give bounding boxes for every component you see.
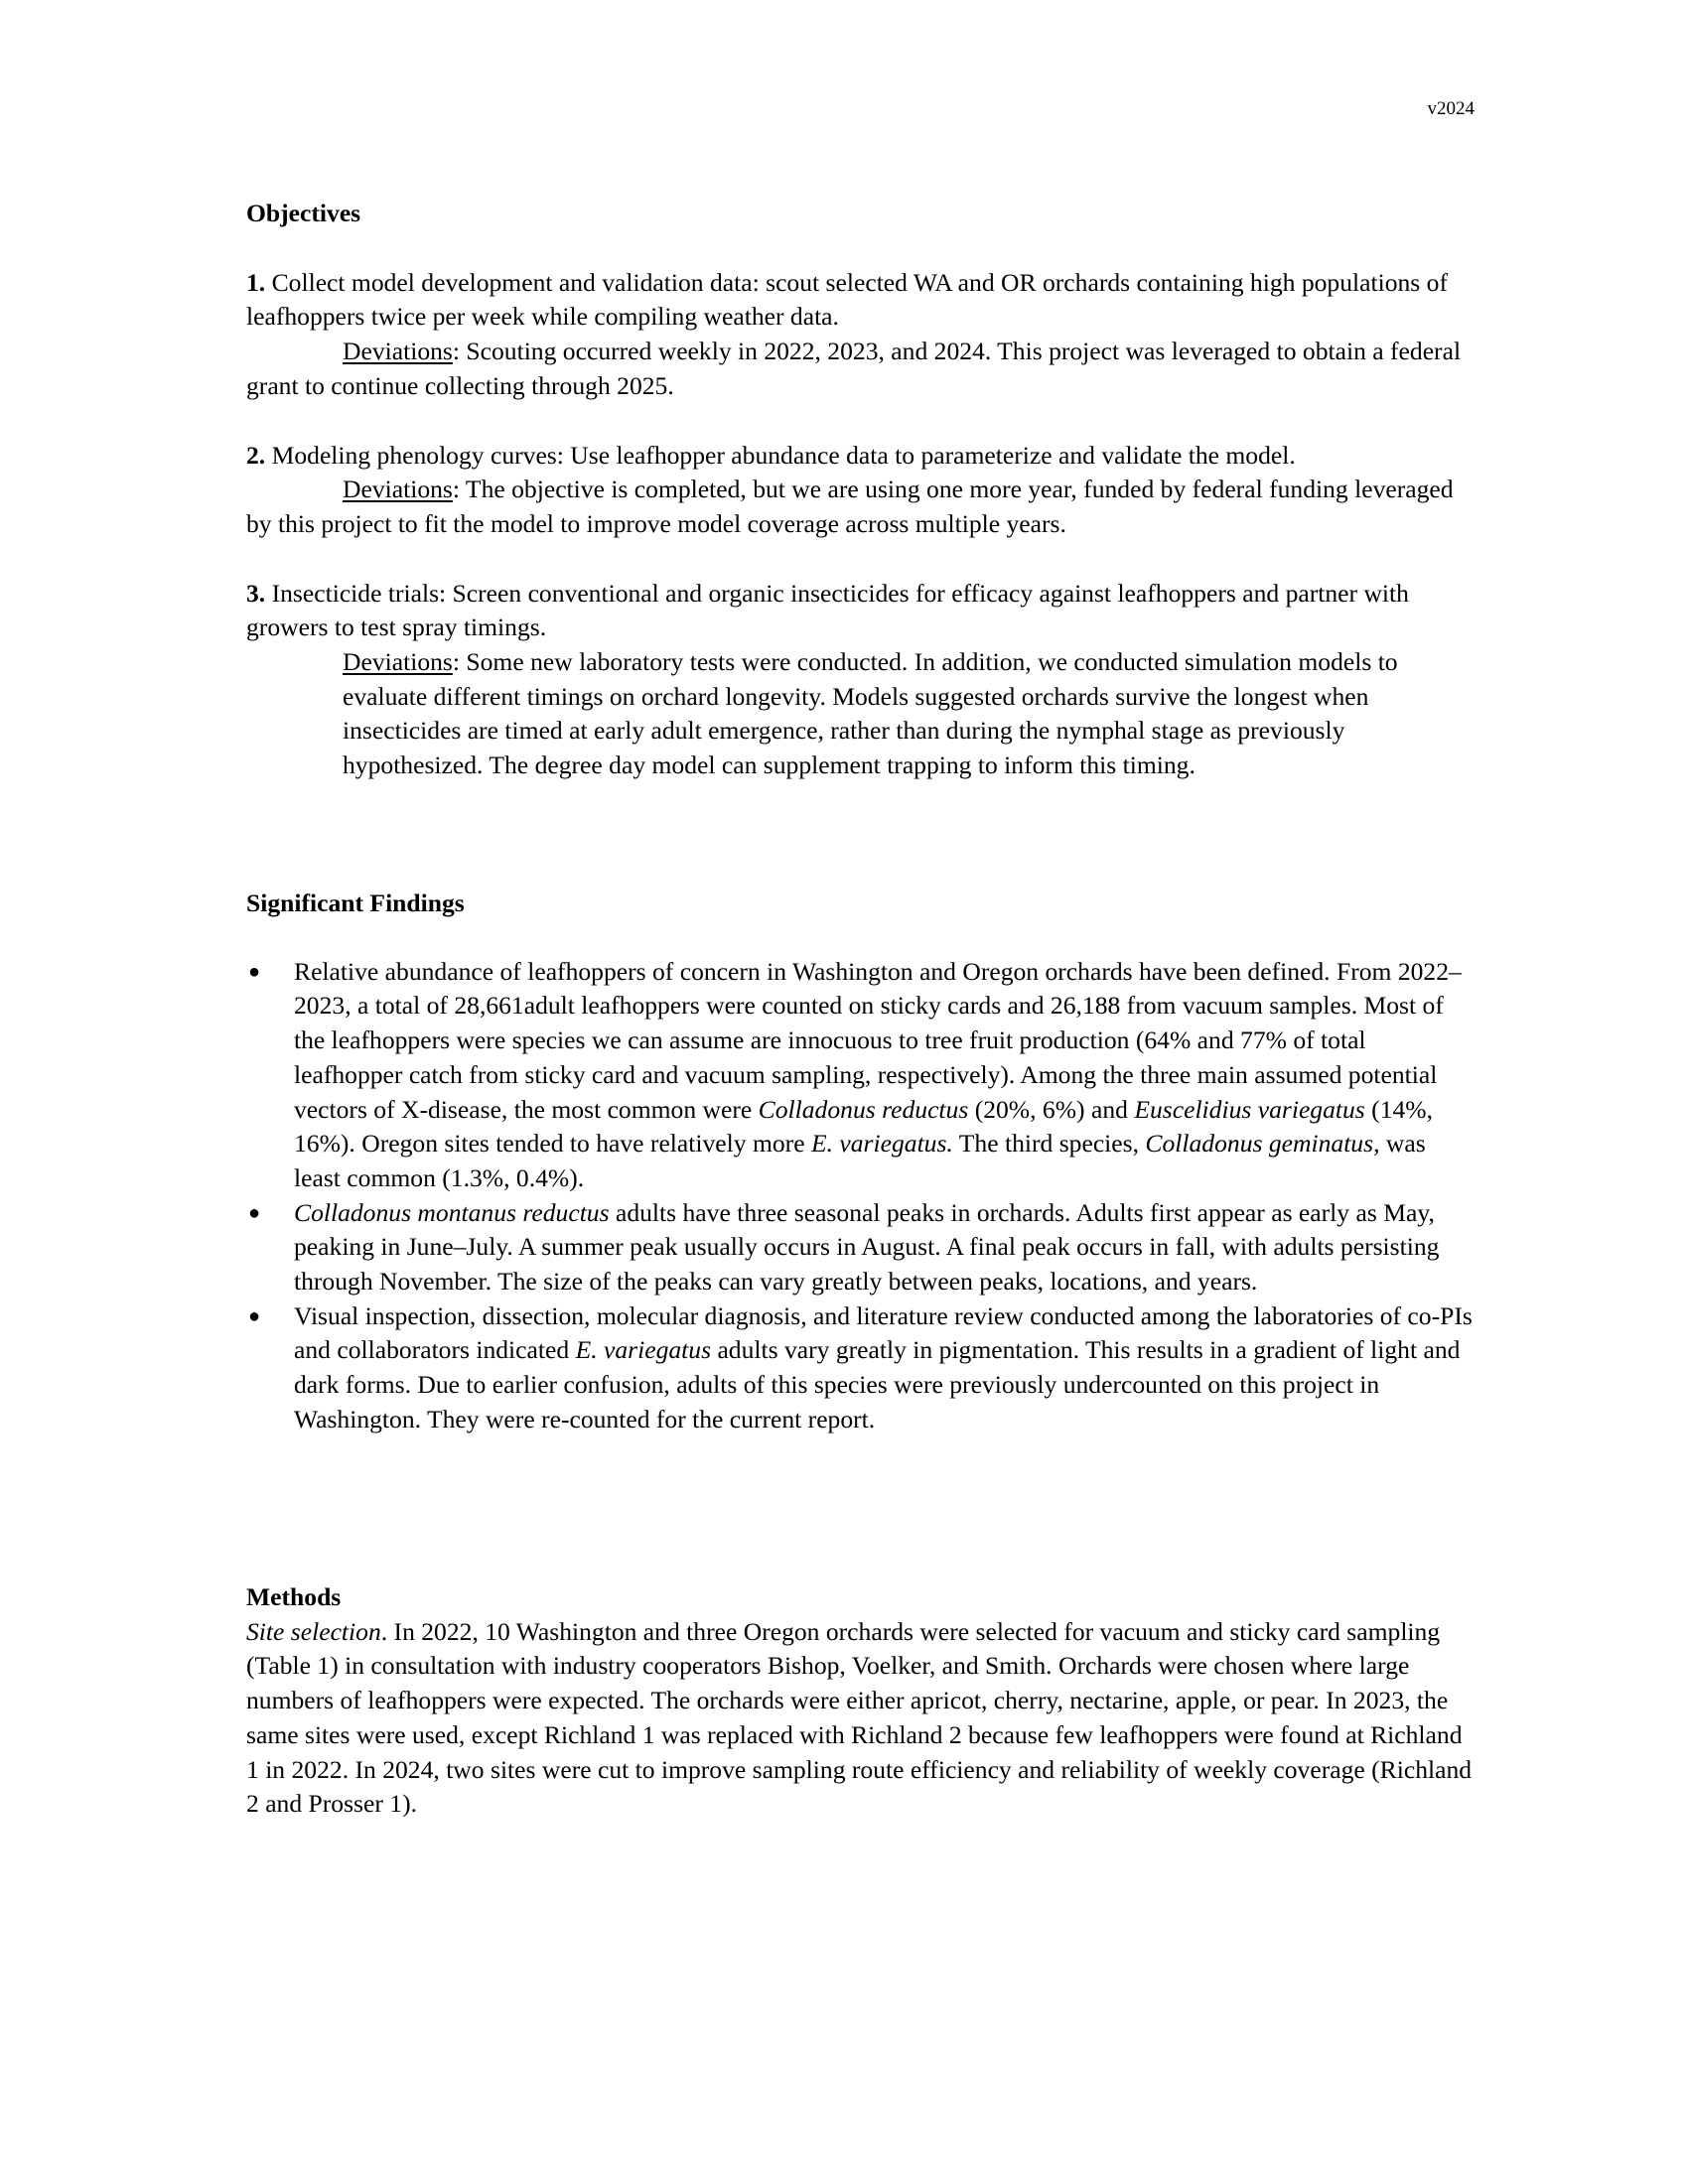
objective-1-text: 1. Collect model development and validation data: scout selected WA and OR orchards containing high populations of leafhoppers twice per week while compiling weather data. (246, 267, 1448, 332)
objectives-section (246, 197, 1477, 783)
species-name: Colladonus montanus reductus (294, 1197, 610, 1227)
deviations-label: Deviations (343, 647, 453, 677)
species-name: Colladonus geminatus, (1145, 1129, 1380, 1159)
objective-2 (246, 439, 1477, 542)
methods-section (246, 1580, 1477, 1822)
objective-number: 1. (246, 267, 266, 297)
species-name: Euscelidius variegatus (1134, 1094, 1365, 1124)
findings-section (246, 887, 1477, 1437)
objective-3-text: 3. Insecticide trials: Screen conventional and organic insecticides for efficacy against leafhoppers and partner with growers to test spray timings. (246, 578, 1409, 642)
finding-item-1: ● Relative abundance of leafhoppers of concern in Washington and Oregon orchards have been defined. From 2022–2023, a total of 28,661adult leafhoppers were counted on sticky cards and 26,188 from vacuum samples. Most of the leafhoppers were species we can assume are innocuous to tree fruit production (64% and 77% of total leafhopper catch from sticky card and vacuum sampling, respectively). Among the three main assumed potential vectors of X-disease, the most common were Colladonus reductus (20%, 6%) and Euscelidius variegatus (14%, 16%). Oregon sites tended to have relatively more E. variegatus. The third species, Colladonus geminatus, was least common (1.3%, 0.4%). (248, 956, 1462, 1192)
methods-heading: Methods (246, 1582, 342, 1611)
finding-item-3: ● Visual inspection, dissection, molecular diagnosis, and literature review conducted among the laboratories of co-PIs and collaborators indicated E. variegatus adults vary greatly in pigmentation. This results in a gradient of light and dark forms. Due to earlier confusion, adults of this species were previously undercounted on this project in Washington. They were re-counted for the current report. (248, 1300, 1473, 1433)
bullet-icon: ● (248, 1201, 261, 1224)
objective-number: 2. (246, 440, 266, 470)
objective-3-deviation: Deviations: Some new laboratory tests were conducted. In addition, we conducted simulation models to evaluate different timings on orchard longevity. Models suggested orchards survive the longest when insecticides are timed at early adult emergence, rather than during the nymphal stage as previously hypothesized. The degree day model can supplement trapping to inform this timing. (343, 647, 1398, 780)
species-name: E. variegatus. (810, 1129, 953, 1159)
deviations-label: Deviations (343, 337, 453, 366)
objective-1-deviation: Deviations: Scouting occurred weekly in 2022, 2023, and 2024. This project was leveraged to obtain a federal grant to continue collecting through 2025. (246, 337, 1462, 400)
bullet-icon: ● (248, 1304, 261, 1327)
objective-2-text: 2. Modeling phenology curves: Use leafhopper abundance data to parameterize and validate the model. (246, 440, 1296, 470)
bullet-icon: ● (248, 960, 261, 983)
site-selection-label: Site selection (246, 1616, 381, 1646)
species-name: Colladonus reductus (758, 1094, 969, 1124)
findings-list (246, 955, 1477, 1437)
finding-item-2: ● Colladonus montanus reductus adults have three seasonal peaks in orchards. Adults first appear as early as May, peaking in June–July. A summer peak usually occurs in August. A final peak occurs in fall, with adults persisting through November. The size of the peaks can vary greatly between peaks, locations, and years. (248, 1197, 1440, 1297)
deviations-label: Deviations (343, 475, 453, 504)
objective-2-deviation: Deviations: The objective is completed, but we are using one more year, funded by federal funding leveraged by this project to fit the model to improve model coverage across multiple years. (246, 475, 1454, 538)
version-label: v2024 (1427, 98, 1475, 119)
findings-heading: Significant Findings (246, 888, 465, 917)
objectives-heading: Objectives (246, 199, 361, 227)
site-selection-paragraph: Site selection. In 2022, 10 Washington and three Oregon orchards were selected for vacuum and sticky card sampling (Table 1) in consultation with industry cooperators Bishop, Voelker, and Smith. Orchards were chosen where large numbers of leafhoppers were expected. The orchards were either apricot, cherry, nectarine, apple, or pear. In 2023, the same sites were used, except Richland 1 was replaced with Richland 2 because few leafhoppers were found at Richland 1 in 2022. In 2024, two sites were cut to improve sampling route efficiency and reliability of weekly coverage (Richland 2 and Prosser 1). (246, 1616, 1473, 1819)
objective-1 (246, 266, 1477, 404)
objective-number: 3. (246, 578, 266, 608)
species-name: E. variegatus (575, 1335, 712, 1365)
objective-3 (246, 577, 1477, 783)
